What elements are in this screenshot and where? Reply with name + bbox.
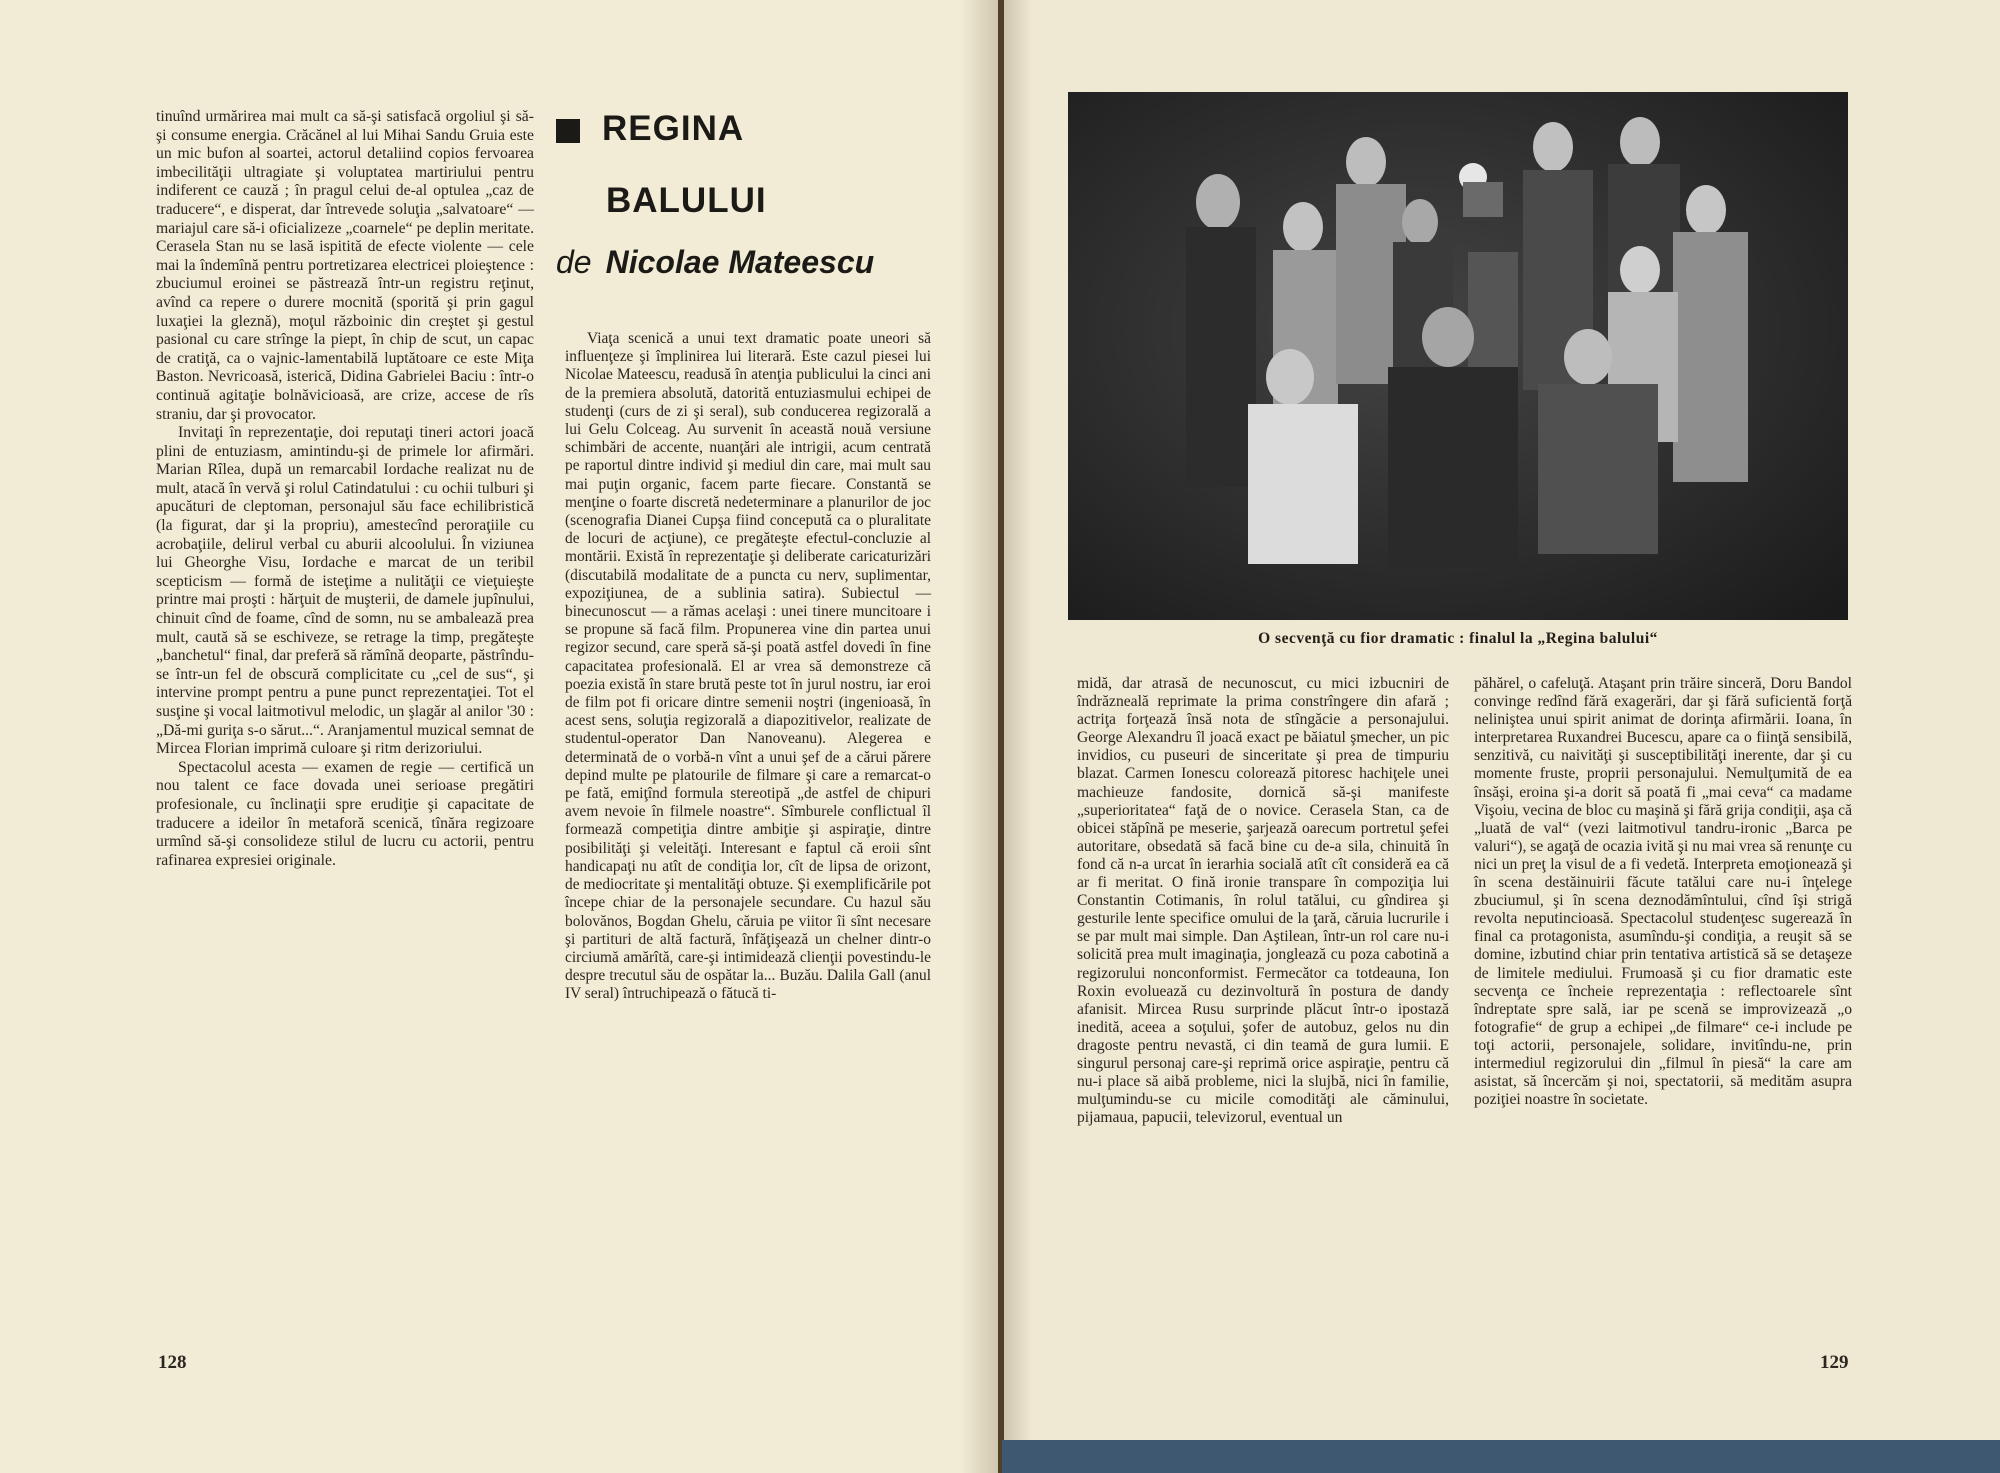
book-cover-bottom bbox=[1002, 1440, 2000, 1473]
photo-caption: O secvenţă cu fior dramatic : finalul la „Regina balului“ bbox=[1258, 630, 1658, 647]
paragraph: păhărel, o cafeluţă. Ataşant prin trăire sinceră, Doru Bandol convinge redînd fără exagerări, dar şi fără suficientă forţă neliniştea unui spirit animat de dorinţa afirmării. Ioana, în interpretarea Ruxandrei Bucescu, apare ca o fiinţă sensibilă, senzitivă, cu naivităţi şi susceptibilităţi inerente, dar şi cu momente fruste, proprii personajului. Nemulţumită de ea însăşi, eroina şi-a dorit să poată fi „mai ceva“ ca madame Vişoiu, vecina de bloc cu maşină şi fără grija condiţii, aşa că „luată de val“ (vezi laitmotivul tandru-ironic „Barca pe valuri“), se agaţă de ocazia ivită şi nu mai vrea să renunţe cu nici un preţ la visul de a fi vedetă. Interpreta emoţionează şi în scena destăinuirii făcute tatălui care nu-i înţelege zbuciumul, şi în scena deznodămîntului, cînd îşi strigă revolta neputincioasă. Spectacolul studenţesc sugerează în final ca protagonista, asumîndu-şi condiţia, a reuşit să se domine, izbutind chiar prin tentativa artistică să se detaşeze de limitele mediului. Frumoasă şi cu fior dramatic este secvenţa ce încheie reprezentaţia : reflectoarele sînt îndreptate spre sală, iar pe scenă se improvizează „o fotografie“ de grup a echipei „de filmare“ ce-i include pe toţi actorii, personajele, solidare, invitîndu-ne, prin intermediul regizorului din „filmul în piesă“ la care am asistat, să încercăm şi noi, spectatorii, să medităm asupra poziţiei noastre în societate. bbox=[1474, 675, 1852, 1109]
article-byline: de Nicolae Mateescu bbox=[556, 244, 875, 280]
page-number-left: 128 bbox=[158, 1352, 187, 1373]
square-bullet-icon bbox=[556, 119, 580, 143]
left-column-review-continuation bbox=[156, 108, 534, 1313]
gutter-shadow bbox=[960, 0, 1000, 1473]
book-spine bbox=[998, 0, 1004, 1473]
page-number-right: 129 bbox=[1820, 1352, 1849, 1373]
article-title-line-1: REGINA bbox=[556, 108, 936, 150]
gutter-shadow bbox=[1002, 0, 1032, 1473]
author-name: Nicolae Mateescu bbox=[605, 244, 875, 280]
paragraph: Invitaţi în reprezentaţie, doi reputaţi tineri actori joacă plini de entuziasm, amintindu-şi de primele lor afirmări. Marian Rîlea, după un remarcabil Iordache realizat nu de mult, atacă în vervă şi rolul Catindatului : cu ochii tulburi şi apucături de cleptoman, personajul său face echilibristică (la figurat, dar şi la propriu), amestecînd peroraţiile cu acrobaţiile, delirul verbal cu aburii alcoolului. În viziunea lui Gheorghe Visu, Iordache e marcat de un teribil scepticism — formă de isteţime a nulităţii ce vieţuieşte printre mai proşti : hărţuit de muşterii, de damele jupînului, chinuit cînd de foame, cînd de somn, nu se ambalează prea mult, caută să se eschiveze, se retrage la timp, pregăteşte „banchetul“ final, dar preferă să rămînă deoparte, păstrîndu-se într-un fel de obscură complicitate cu „cel de sus“, şi intervine prompt pentru a pune punct reprezentaţiei. Tot el susţine şi vocal laitmotivul melodic, un şlagăr al anilor '30 : „Dă-mi guriţa s-o sărut...“. Aranjamentul muzical semnat de Mircea Florian imprimă culoare şi ritm derizoriului. bbox=[156, 424, 534, 758]
cast-photo bbox=[1068, 92, 1848, 620]
article-heading bbox=[556, 108, 936, 281]
paragraph: Spectacolul acesta — examen de regie — certifică un nou talent ce face dovada unei serioase pregătiri profesionale, cu înclinaţii spre erudiţie şi capacitate de traducere a ideilor în metaforă scenică, tînăra regizoare urmînd să-şi consolideze stilul de lucru cu actorii, pentru rafinarea expresiei originale. bbox=[156, 758, 534, 869]
article-column-1 bbox=[565, 330, 931, 1313]
paragraph: tinuînd urmărirea mai mult ca să-şi satisfacă orgoliul şi să-şi consume energia. Crăcănel al lui Mihai Sandu Gruia este un mic bufon al soartei, actorul detaliind copios fervoarea imbecilităţii ultragiate şi voluptatea martiriului pentru indiferent ce cauză ; în pragul celui de-al optulea „caz de traducere“, e disperat, dar întrevede soluţia „salvatoare“ — mariajul care să-i oficializeze „coarnele“ pe deplin meritate. Cerasela Stan nu se lasă ispitită de efecte violente — cele mai la îndemînă pentru portretizarea electricei ploieştence : zbuciumul eroinei se păstrează într-un registru reţinut, avînd ca repere o durere mocnită (sporită şi prin gagul luxaţiei la gleznă), moţul războinic din creştet şi gestul pasional cu care strînge la piept, în chip de scut, un capac de cratiţă, ca o vajnic-lamentabilă luptătoare ce este Miţa Baston. Nevricoasă, isterică, Didina Gabrielei Baciu : într-o continuă agitaţie bolnăvicioasă, are crize, accese de rîs straniu, dar şi provocator. bbox=[156, 108, 534, 423]
paragraph: midă, dar atrasă de necunoscut, cu mici izbucniri de îndrăzneală reprimate la prima constrîngere din afară ; actriţa forţează însă nota de stîngăcie a personajului. George Alexandru îl joacă exact pe băiatul şmecher, un pic invidios, cu puseuri de sinceritate şi prea de timpuriu blazat. Carmen Ionescu colorează pitoresc hachiţele unei machieuze fandosite, dornică să-şi manifeste „superioritatea“ faţă de o novice. Cerasela Stan, ca de obicei stăpînă pe meserie, şarjează oarecum portretul şefei autoritare, obsedată să facă bine cu de-a sila, chinuită în fond că n-a urcat în ierarhia socială atît cît consideră ea că ar fi meritat. O fină ironie transpare în compoziţia lui Constantin Cotimanis, în rolul tatălui, cu gîndirea şi gesturile lente specifice omului de la ţară, căruia lucrurile i se par mult mai simple. Dan Aştilean, într-un rol care nu-i solicită prea mult imaginaţia, jonglează cu poza cabotină a regizorului nonconformist. Fermecător ca totdeauna, Ion Roxin evoluează cu dezinvoltură în postura de dandy afanisit. Mircea Rusu surprinde plăcut într-o ipostază inedită, aceea a soţului, şofer de autobuz, gelos nu din dragoste pentru nevastă, ci din teamă de gura lumii. E singurul personaj care-şi reprimă orice aspiraţie, pentru că nu-i place să aibă probleme, nici la slujbă, nici în familie, mulţumindu-se cu micile comodităţi ale căminului, pijamaua, papucii, televizorul, eventual un bbox=[1077, 675, 1449, 1127]
article-column-2 bbox=[1077, 675, 1449, 1315]
paragraph: Viaţa scenică a unui text dramatic poate uneori să influenţeze şi împlinirea lui literară. Este cazul piesei lui Nicolae Mateescu, readusă în atenţia publicului la cinci ani de la premiera absolută, datorită entuziasmului echipei de studenţi (curs de zi şi seral), sub conducerea regizorală a lui Gelu Colceag. Au survenit în această nouă versiune schimbări de accente, nuanţări ale intrigii, acum centrată pe raportul dintre individ şi mediul din care, mai mult sau mai puţin organic, facem parte fiecare. Constantă se menţine o foarte discretă nedeterminare a planurilor de joc (scenografia Dianei Cupşa fiind concepută ca o pluralitate de locuri de acţiune), ce pregăteşte efectul-concluzie al montării. Există în reprezentaţie şi deliberate caricaturizări (discutabilă modalitate de a puncta cu nerv, suplimentar, expoziţiunea, de a sublinia satira). Subiectul — binecunoscut — a rămas acelaşi : unei tinere muncitoare i se propune să facă film. Propunerea vine din partea unui regizor secund, care speră să-şi poată astfel dovedi în fine capacitatea profesională. El ar vrea să demonstreze că poezia există în stare brută peste tot în jurul nostru, iar eroi de film pot fi oricare dintre semenii noştri (ingenioasă, în acest sens, soluţia regizorală a diapozitivelor, realizate de studentul-operator Dan Nanoveanu). Alegerea e determinată de o vorbă-n vînt a unui şef de a cărui părere depind multe pe platourile de filmare şi care a remarcat-o pe fată, emiţînd formula stereotipă „de astfel de chipuri avem nevoie în filmele noastre“. Sîmburele conflictual îl formează competiţia dintre ambiţie şi aspiraţie, dintre posibilităţi şi veleităţi. Interesant e faptul că eroii sînt handicapaţi nu atît de condiţia lor, cît de lipsa de orizont, de mediocritate şi mentalităţi obtuze. Şi exemplificările pot începe chiar de la personajele secundare. Cu hazul său bolovănos, Bogdan Ghelu, căruia pe viitor îi sînt necesare şi partituri de altă factură, înfăţişează un chelner dintr-o circiumă amărîtă, care-şi intimidează clienţii povestindu-le despre trecutul său de ospătar la... Buzău. Dalila Gall (anul IV seral) întruchipează o fătucă ti- bbox=[565, 330, 931, 1003]
article-column-3 bbox=[1474, 675, 1852, 1315]
article-title-line-2: BALULUI bbox=[606, 181, 767, 220]
